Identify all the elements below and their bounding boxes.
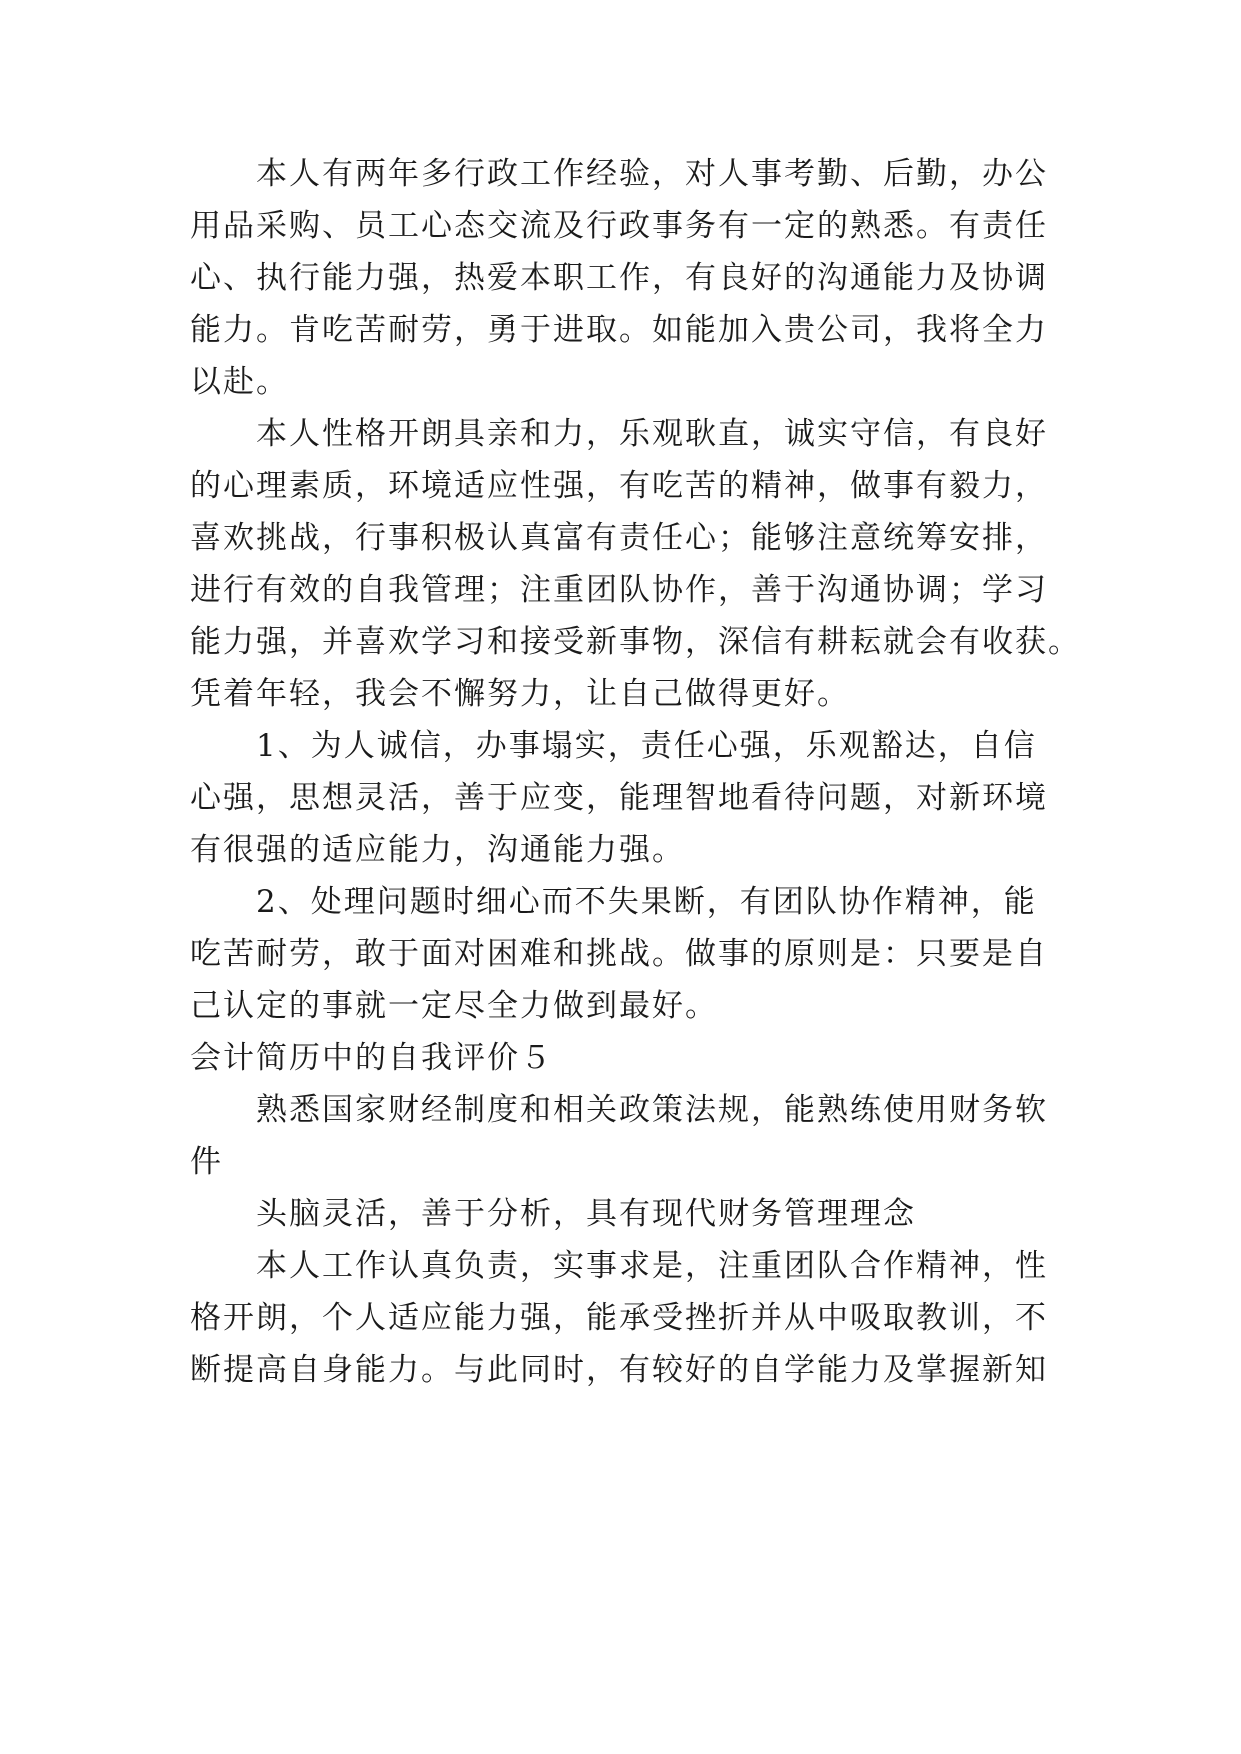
paragraph-4-line-3: 己认定的事就一定尽全力做到最好。 [190, 988, 718, 1024]
paragraph-1-line-1: 本人有两年多行政工作经验，对人事考勤、后勤，办公 [256, 156, 1048, 192]
paragraph-1-line-2: 用品采购、员工心态交流及行政事务有一定的熟悉。有责任 [190, 208, 1048, 244]
paragraph-1-line-4: 能力。肯吃苦耐劳，勇于进取。如能加入贵公司，我将全力 [190, 312, 1048, 348]
paragraph-1-line-3: 心、执行能力强，热爱本职工作，有良好的沟通能力及协调 [190, 260, 1048, 296]
paragraph-3-line-2: 心强，思想灵活，善于应变，能理智地看待问题，对新环境 [190, 780, 1048, 816]
paragraph-7-line-2: 格开朗，个人适应能力强，能承受挫折并从中吸取教训，不 [190, 1300, 1048, 1336]
paragraph-7-line-1: 本人工作认真负责，实事求是，注重团队合作精神，性 [256, 1248, 1048, 1284]
paragraph-2-line-2: 的心理素质，环境适应性强，有吃苦的精神，做事有毅力， [190, 468, 1048, 504]
paragraph-3-line-3: 有很强的适应能力，沟通能力强。 [190, 832, 685, 868]
paragraph-6-line-1: 头脑灵活，善于分析，具有现代财务管理理念 [256, 1196, 916, 1232]
paragraph-3-line-1: 1、为人诚信，办事塌实，责任心强，乐观豁达，自信 [256, 728, 1037, 764]
section-heading: 会计简历中的自我评价５ [190, 1040, 553, 1076]
paragraph-2-line-6: 凭着年轻，我会不懈努力，让自己做得更好。 [190, 676, 850, 712]
paragraph-4-line-1: 2、处理问题时细心而不失果断，有团队协作精神，能 [256, 884, 1037, 920]
paragraph-4-line-2: 吃苦耐劳，敢于面对困难和挑战。做事的原则是：只要是自 [190, 936, 1048, 972]
paragraph-7-line-3: 断提高自身能力。与此同时，有较好的自学能力及掌握新知 [190, 1352, 1048, 1388]
paragraph-5-line-1: 熟悉国家财经制度和相关政策法规，能熟练使用财务软 [256, 1092, 1048, 1128]
paragraph-5-line-2: 件 [190, 1144, 223, 1180]
paragraph-1-line-5: 以赴。 [190, 364, 289, 400]
paragraph-2-line-3: 喜欢挑战，行事积极认真富有责任心；能够注意统筹安排， [190, 520, 1048, 556]
paragraph-2-line-1: 本人性格开朗具亲和力，乐观耿直，诚实守信，有良好 [256, 416, 1048, 452]
paragraph-2-line-4: 进行有效的自我管理；注重团队协作，善于沟通协调；学习 [190, 572, 1048, 608]
paragraph-2-line-5: 能力强，并喜欢学习和接受新事物，深信有耕耘就会有收获。 [190, 624, 1081, 660]
